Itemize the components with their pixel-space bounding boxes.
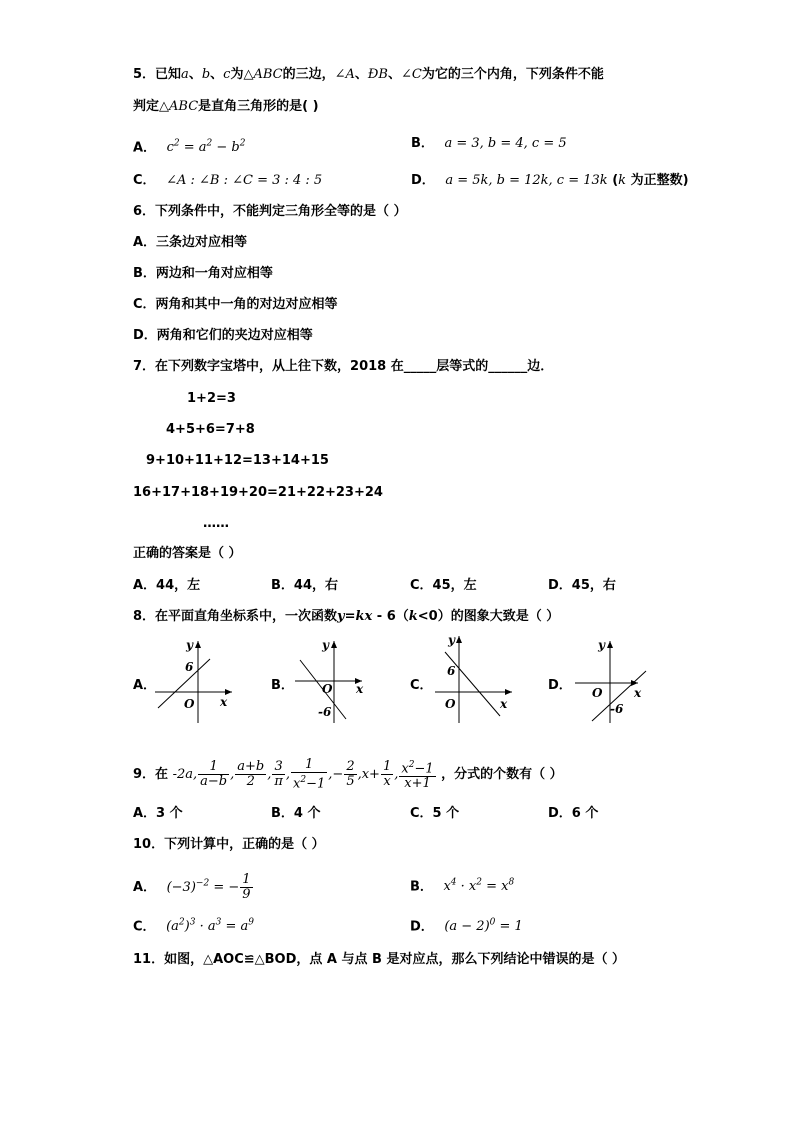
q9-option-c: C．5 个 xyxy=(410,806,460,821)
q5-option-b xyxy=(411,135,567,153)
q7-option-b: B．44，右 xyxy=(271,578,338,593)
q5-text: 是直角三角形的是( ) xyxy=(198,99,319,114)
q7-option-c: C．45，左 xyxy=(410,578,477,593)
q7-row-3: 9+10+11+12=13+14+15 xyxy=(146,453,329,468)
paren: ( xyxy=(612,173,619,188)
q5-text: 为 xyxy=(230,67,244,82)
q5-text: 判定 xyxy=(133,99,160,114)
option-label: C． xyxy=(133,919,156,935)
q10-stem: 10．下列计算中，正确的是（ ） xyxy=(133,837,325,852)
q9-stem xyxy=(133,758,563,791)
q10-option-b xyxy=(410,874,514,896)
option-label: A． xyxy=(133,880,157,895)
option-d-tail: 为正整数) xyxy=(626,173,689,188)
label-y: y xyxy=(186,638,193,652)
q5-text: 的三边， xyxy=(282,67,335,82)
q7-row-4: 16+17+18+19+20=21+22+23+24 xyxy=(133,485,383,500)
q9-text: ，分式的个数有（ ） xyxy=(441,767,563,783)
option-label: A． xyxy=(133,140,157,156)
q8-option-b-label: B． xyxy=(271,678,294,693)
var-a: a xyxy=(181,67,189,82)
triangle-abc: △ABC xyxy=(159,99,199,114)
q9-expressions: -2a, $\frac{1}{a-b}$ , $\frac{a+b}{2}$ , $\frac{3}{\pi}$ , $\frac{1}{x^2-1}$ ,− $\frac{2}{5}$ ,x+ $\frac{1}{x}$ , $\frac{x^2-1}{x+1}$ xyxy=(172,757,434,792)
angle-a: ∠A xyxy=(334,67,355,82)
graph-d xyxy=(570,635,660,725)
label-intercept: -6 xyxy=(610,702,624,716)
triangle-abc: △ABC xyxy=(243,67,283,82)
var-c: c xyxy=(223,67,231,82)
label-x: x xyxy=(356,682,364,696)
label-x: x xyxy=(220,695,228,709)
label-intercept: 6 xyxy=(185,660,194,674)
sep: 、 xyxy=(354,67,368,82)
q6-option-d: D．两角和它们的夹边对应相等 xyxy=(133,328,313,343)
q7-stem: 7．在下列数字宝塔中，从上往下数，2018 在_____层等式的______边． xyxy=(133,359,554,374)
label-origin: O xyxy=(322,682,333,696)
label-x: x xyxy=(500,697,508,711)
label-y: y xyxy=(598,638,605,652)
q9-text: 9．在 xyxy=(133,767,169,783)
q10-option-a xyxy=(133,873,254,902)
option-label: B． xyxy=(410,879,433,895)
label-y: y xyxy=(448,633,455,647)
option-b-math: a = 3, b = 4, c = 5 xyxy=(444,136,567,151)
function-expr: y=kx xyxy=(337,609,373,624)
option-c-math: ∠A : ∠B : ∠C = 3 : 4 : 5 xyxy=(166,173,323,188)
y-arrow xyxy=(331,641,337,648)
option-a-math: $c^2 = a^2 - b^2$ xyxy=(166,139,246,156)
q8-text: - 6（ xyxy=(372,609,409,624)
q5-text: 5．已知 xyxy=(133,67,182,82)
q11-stem: 11．如图，△AOC≌△BOD，点 A 与点 B 是对应点，那么下列结论中错误的是（ ） xyxy=(133,952,625,967)
graph-c xyxy=(430,630,520,725)
option-b-math: $x^4 \cdot x^2 = x^8$ xyxy=(443,878,515,895)
x-arrow xyxy=(505,689,512,695)
var-k: k xyxy=(408,609,418,624)
q10-option-c xyxy=(133,914,254,936)
option-d-math: $(a - 2)^0 = 1$ xyxy=(444,918,523,935)
q6-option-a: A．三条边对应相等 xyxy=(133,235,248,250)
q5-option-d xyxy=(411,172,689,190)
q5-stem-line1 xyxy=(133,66,604,84)
q5-text: 为它的三个内角，下列条件不能 xyxy=(421,67,604,82)
q5-option-a xyxy=(133,135,245,157)
q8-text: <0）的图象大致是（ ） xyxy=(417,609,560,624)
q5-stem-line2 xyxy=(133,98,319,116)
q6-option-c: C．两角和其中一角的对边对应相等 xyxy=(133,297,338,312)
option-label: D． xyxy=(410,919,434,935)
q9-option-a: A．3 个 xyxy=(133,806,183,821)
graph-a xyxy=(150,635,240,725)
option-d-math: a = 5k, b = 12k, c = 13k xyxy=(445,173,608,188)
label-y: y xyxy=(322,638,329,652)
q6-option-b: B．两边和一角对应相等 xyxy=(133,266,273,281)
q8-option-a-label: A． xyxy=(133,678,157,693)
y-arrow xyxy=(456,636,462,643)
graph-b xyxy=(290,635,380,725)
sep: 、 xyxy=(210,67,224,82)
option-c-math: $(a^2)^3 \cdot a^3 = a^9$ xyxy=(166,918,254,935)
label-origin: O xyxy=(445,697,456,711)
q7-row-1: 1+2=3 xyxy=(187,391,236,406)
q8-option-d-label: D． xyxy=(548,678,572,693)
q8-option-c-label: C． xyxy=(410,678,433,693)
label-intercept: 6 xyxy=(447,664,456,678)
label-origin: O xyxy=(592,686,603,700)
q7-answer-prompt: 正确的答案是（ ） xyxy=(133,546,242,561)
q6-stem: 6．下列条件中，不能判定三角形全等的是（ ） xyxy=(133,204,407,219)
var-b: b xyxy=(201,67,211,82)
q10-option-d xyxy=(410,914,523,936)
q7-option-d: D．45，右 xyxy=(548,578,616,593)
q7-row-5: …… xyxy=(203,516,229,531)
q7-row-2: 4+5+6=7+8 xyxy=(166,422,255,437)
q8-stem xyxy=(133,608,559,626)
sep: 、 xyxy=(387,67,401,82)
q8-text: 8．在平面直角坐标系中，一次函数 xyxy=(133,609,338,624)
option-label: D． xyxy=(411,173,435,188)
sep: 、 xyxy=(188,67,202,82)
option-label: B． xyxy=(411,136,434,151)
q7-option-a: A．44，左 xyxy=(133,578,201,593)
q5-option-c xyxy=(133,172,322,190)
option-a-math: $(-3)^{-2}$ = − $\frac{1}{9}$ xyxy=(166,872,251,902)
q9-option-b: B．4 个 xyxy=(271,806,321,821)
label-origin: O xyxy=(184,697,195,711)
label-intercept: -6 xyxy=(318,705,332,719)
q9-option-d: D．6 个 xyxy=(548,806,599,821)
y-arrow xyxy=(195,641,201,648)
angle-b: ÐB xyxy=(367,67,388,82)
y-arrow xyxy=(607,641,613,648)
var-k: k xyxy=(618,173,627,188)
label-x: x xyxy=(634,686,642,700)
angle-c: ∠C xyxy=(400,67,422,82)
option-label: C． xyxy=(133,173,156,188)
